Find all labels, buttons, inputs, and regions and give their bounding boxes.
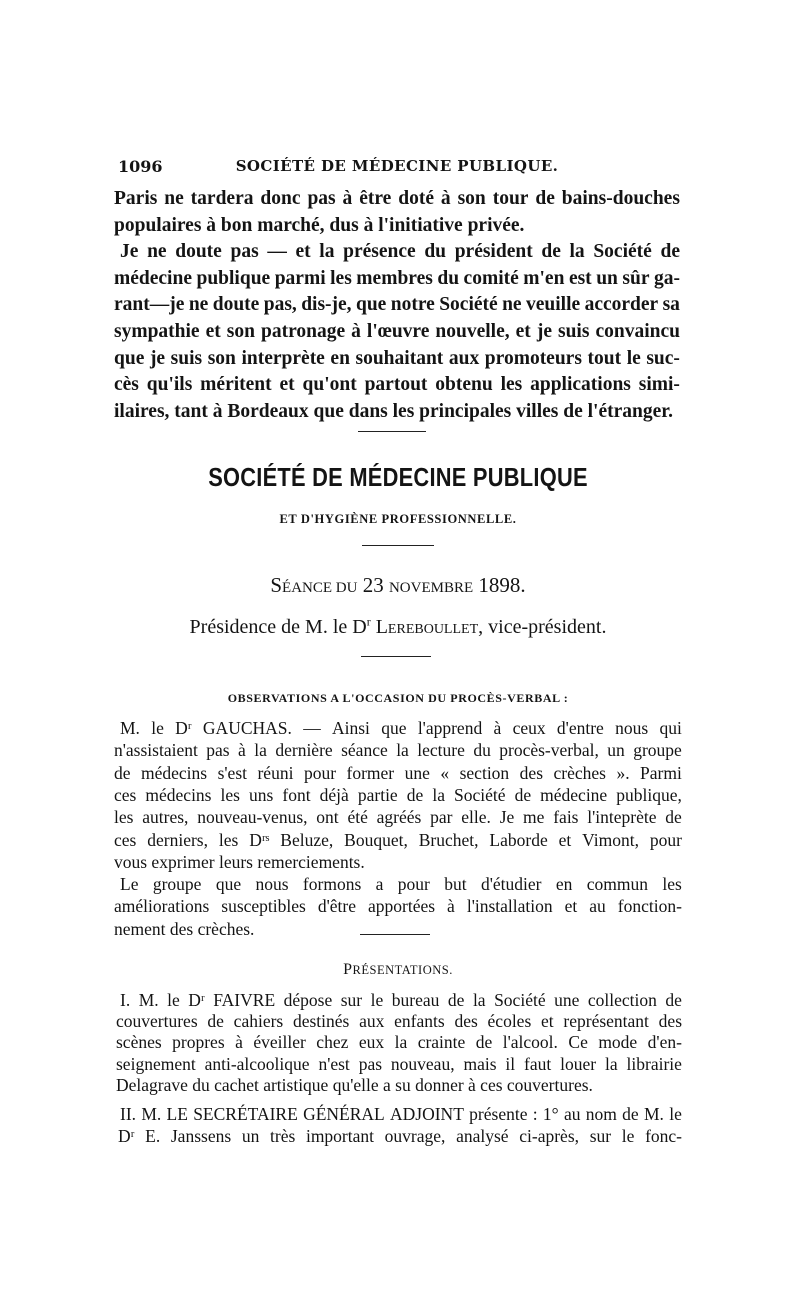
word: Je [120, 241, 139, 263]
text-line [114, 346, 680, 372]
word: Ainsi [332, 718, 370, 738]
word: commun [586, 874, 649, 895]
word: la [319, 241, 335, 263]
word: pas [307, 188, 336, 209]
section-title-wrap [110, 462, 686, 493]
word: fonction- [617, 896, 682, 917]
word: président [454, 241, 533, 263]
word: le [626, 347, 641, 369]
observations-heading-wrap [110, 687, 686, 706]
word: Laborde [489, 829, 548, 850]
word: nouveau-venus, [197, 807, 308, 828]
word: améliorations [114, 896, 210, 917]
word: Le [120, 874, 139, 895]
word: un [596, 267, 618, 289]
word: en [555, 874, 573, 895]
word: fais [553, 807, 579, 828]
word: son [207, 347, 236, 369]
word: déjà [319, 784, 349, 805]
word: ne [164, 188, 184, 209]
word: formons [302, 874, 362, 895]
word: faut [524, 1053, 552, 1074]
text-line [118, 1126, 682, 1147]
word: je [536, 321, 552, 342]
word: la [254, 740, 267, 761]
word: donc [260, 188, 301, 209]
word: ont [316, 807, 339, 828]
word: cès [114, 374, 139, 396]
word: sûr [622, 267, 650, 289]
word: GAUCHAS. [202, 718, 292, 738]
word: que [355, 294, 387, 316]
word: le [669, 1104, 682, 1124]
word: sa [662, 294, 680, 316]
word: ». [616, 762, 630, 783]
word: groupe [152, 874, 202, 895]
word: que [114, 347, 145, 369]
word: — [267, 241, 287, 263]
word: Beluze, [280, 829, 334, 850]
presentations-heading: PRÉSENTATIONS. [343, 961, 453, 978]
word: très [270, 1126, 296, 1146]
word: tardera [190, 188, 254, 209]
word: et [279, 374, 295, 396]
word: de [475, 1032, 493, 1053]
text-line [114, 372, 680, 398]
word: nom [585, 1104, 617, 1124]
word: Société [454, 784, 506, 805]
word: couvertures [116, 1011, 198, 1032]
word: l'apprend [417, 718, 483, 738]
word: de [665, 990, 682, 1010]
word: du [473, 740, 491, 761]
word: fonc- [645, 1126, 682, 1146]
word: Bruchet, [418, 829, 479, 850]
word: un [607, 740, 625, 761]
word: doute [175, 241, 222, 263]
word: à [235, 1032, 243, 1053]
word: Janssens [170, 1126, 232, 1146]
word: ces [114, 784, 137, 805]
word: ceux [512, 718, 546, 738]
word: font [282, 784, 311, 805]
word: but [444, 874, 467, 895]
page-number: 1096 [118, 157, 163, 176]
word: partie [357, 784, 398, 805]
word: le [370, 990, 384, 1010]
word: I. [120, 990, 131, 1010]
word: ne [502, 294, 522, 316]
word: écoles [487, 1011, 532, 1032]
word: et [515, 321, 531, 342]
word: « [440, 762, 450, 783]
separator-rule [362, 545, 434, 546]
word: les [220, 784, 240, 805]
word: je [149, 347, 166, 369]
word: GÉNÉRAL [303, 1104, 385, 1124]
word: la [432, 784, 445, 805]
separator-rule [360, 934, 430, 935]
word: M. [141, 1104, 162, 1124]
word: séance [341, 740, 388, 761]
section-subtitle-wrap [110, 508, 686, 527]
text-line [116, 1054, 682, 1075]
word: M. [643, 1104, 664, 1124]
word: nouveau, [390, 1053, 455, 1074]
word: parmi [274, 267, 326, 289]
text-line [116, 1032, 682, 1053]
word: agréés [376, 807, 422, 828]
word: et [558, 829, 572, 850]
word: réuni [257, 762, 294, 783]
word: aux [359, 1011, 385, 1032]
word: m'en [523, 267, 565, 289]
word: de [665, 807, 682, 828]
word: à [351, 321, 361, 342]
word: FAIVRE [213, 990, 276, 1010]
text-line [114, 896, 682, 917]
word: de [447, 990, 465, 1010]
word: l'inteprète [587, 807, 657, 828]
word: que [215, 874, 242, 895]
word: nouvelle, [435, 321, 510, 342]
word: comité [463, 267, 519, 289]
word: accorder [584, 294, 659, 316]
word: au [589, 896, 606, 917]
word: médecins [141, 762, 208, 783]
word: ga- [653, 267, 680, 289]
word: Je [499, 807, 515, 828]
separator-rule [361, 656, 431, 657]
word: scènes [116, 1032, 162, 1053]
word: tout [587, 347, 622, 369]
observations-heading: OBSERVATIONS A L'OCCASION DU PROCÈS-VERBAL : [227, 691, 569, 705]
word: des [454, 1011, 478, 1032]
word: à [493, 718, 502, 738]
word: Ce [568, 1032, 588, 1053]
word: pas [206, 740, 230, 761]
word: est [568, 267, 592, 289]
word: son [226, 321, 255, 342]
word: uns [249, 784, 274, 805]
word: au [563, 1104, 581, 1124]
word: médecine [114, 267, 192, 289]
word: des [658, 1011, 682, 1032]
word: publique, [616, 784, 682, 805]
word: convaincu [595, 321, 680, 342]
word: à [238, 740, 246, 761]
word: ne [188, 294, 209, 316]
word: souhaitant [355, 347, 444, 369]
text-line [114, 319, 680, 345]
word: de [406, 784, 424, 805]
word: et [295, 241, 311, 263]
word: pour [649, 829, 682, 850]
word: d'en- [647, 1032, 682, 1053]
word: en [330, 347, 350, 369]
word: son [457, 188, 486, 209]
word: promoteurs [484, 347, 582, 369]
word: anti-alcoolique [204, 1053, 310, 1074]
word: doute [212, 294, 260, 316]
word: collection [587, 990, 657, 1010]
word: de [114, 762, 131, 783]
text-line [116, 1011, 682, 1032]
section-subtitle: ET D'HYGIÈNE PROFESSIONNELLE. [279, 512, 517, 526]
text-line: ilaires, tant à Bordeaux que dans les principales villes de l'étranger. [114, 400, 674, 422]
word: enfants [394, 1011, 445, 1032]
word: autres, [142, 807, 189, 828]
word: et [205, 321, 221, 342]
word: sur [589, 1126, 612, 1146]
word: qui [659, 718, 682, 738]
word: à [447, 896, 455, 917]
word: procès-verbal, [499, 740, 599, 761]
word: la [394, 1032, 408, 1053]
word: de [622, 1104, 639, 1124]
word: à [342, 188, 353, 209]
word: les [662, 874, 682, 895]
word: Dʳ [188, 990, 205, 1010]
word: suis [558, 321, 590, 342]
word: simi- [638, 374, 680, 396]
word: être [359, 188, 392, 209]
word: ci-après, [519, 1126, 580, 1146]
word: rant—je [114, 294, 185, 316]
text-line [114, 186, 680, 212]
president-name: Lereboullet [375, 616, 479, 638]
word: destinés [292, 1011, 350, 1032]
word: n'est [318, 1053, 350, 1074]
word: cahiers [233, 1011, 284, 1032]
text-line [120, 239, 680, 265]
word: ADJOINT [390, 1104, 464, 1124]
text-line [120, 874, 682, 895]
word: apportées [367, 896, 436, 917]
word: du [437, 267, 460, 289]
word: méritent [200, 374, 272, 396]
word: d'entre [556, 718, 604, 738]
word: pas [358, 1053, 383, 1074]
word: lecture [417, 740, 465, 761]
word: de [514, 784, 532, 805]
word: des [519, 762, 543, 783]
word: l'œuvre [366, 321, 430, 342]
word: interprète [241, 347, 325, 369]
word: nous [255, 874, 289, 895]
word: mais [463, 1053, 497, 1074]
word: pour [397, 874, 430, 895]
word: Vimont, [582, 829, 639, 850]
word: 1° [542, 1104, 559, 1124]
word: présence [343, 241, 416, 263]
word: de [207, 1011, 224, 1032]
word: que [381, 718, 407, 738]
word: présente [469, 1104, 528, 1124]
word: représentant [563, 1011, 649, 1032]
word: de [541, 241, 561, 263]
text-line [120, 1104, 682, 1125]
word: la [472, 990, 486, 1010]
word: veuille [525, 294, 581, 316]
word: ne [147, 241, 167, 263]
word: médecins [145, 784, 212, 805]
word: derniers, [147, 829, 208, 850]
word: seignement [116, 1053, 196, 1074]
word: médecine [540, 784, 608, 805]
word: ouvrage, [384, 1126, 446, 1146]
word: Dʳ [175, 718, 192, 738]
word: le [167, 990, 180, 1010]
text-line [120, 718, 682, 739]
word: aux [448, 347, 480, 369]
word: notre [390, 294, 435, 316]
word: applications [530, 374, 631, 396]
text-line [114, 807, 682, 828]
word: crèches [553, 762, 606, 783]
word: de [535, 188, 555, 209]
word: E. [145, 1126, 161, 1146]
word: Paris [114, 188, 158, 209]
word: M. [120, 718, 140, 738]
word: LE [166, 1104, 188, 1124]
word: Société [593, 241, 652, 263]
word: louer [560, 1053, 597, 1074]
word: dépose [283, 990, 333, 1010]
word: former [346, 762, 395, 783]
word: d'être [317, 896, 356, 917]
word: propres [172, 1032, 225, 1053]
word: important [305, 1126, 374, 1146]
word: elle. [461, 807, 491, 828]
word: qu'ont [302, 374, 357, 396]
running-header [112, 157, 682, 181]
word: bains-douches [561, 188, 680, 209]
word: les [500, 374, 523, 396]
word: s'est [217, 762, 247, 783]
word: librairie [626, 1053, 682, 1074]
running-title: SOCIÉTÉ DE MÉDECINE PUBLIQUE. [235, 157, 559, 175]
word: me [523, 807, 545, 828]
word: eux [358, 1032, 385, 1053]
word: les [330, 267, 352, 289]
text-line [114, 830, 682, 851]
word: suis [170, 347, 203, 369]
word: la [569, 241, 585, 263]
word: : [532, 1104, 538, 1124]
text-line: nement des crèches. [114, 918, 255, 939]
word: il [505, 1053, 516, 1074]
word: a [375, 874, 384, 895]
word: Parmi [640, 762, 682, 783]
word: M. [138, 990, 159, 1010]
section-title: SOCIÉTÉ DE MÉDECINE PUBLIQUE [208, 462, 588, 492]
word: de [660, 241, 680, 263]
word: une [404, 762, 430, 783]
word: SECRÉTAIRE [193, 1104, 298, 1124]
word: un [241, 1126, 260, 1146]
word: ces [114, 829, 137, 850]
word: Bouquet, [344, 829, 408, 850]
word: suc- [646, 347, 680, 369]
word: les [218, 829, 239, 850]
word: membres [356, 267, 433, 289]
word: Dʳˢ [249, 829, 270, 850]
word: Dʳ [118, 1126, 135, 1146]
word: groupe [633, 740, 682, 761]
word: partout [364, 374, 428, 396]
text-line: Delagrave du cachet artistique qu'elle a su donner à ces couvertures. [116, 1074, 593, 1095]
word: sympathie [114, 321, 200, 342]
word: pour [303, 762, 337, 783]
word: Société [439, 294, 498, 316]
text-line [114, 785, 682, 806]
word: obtenu [435, 374, 493, 396]
word: qu'ils [146, 374, 193, 396]
word: dernière [275, 740, 333, 761]
word: crainte [417, 1032, 466, 1053]
word: les [114, 807, 134, 828]
word: n'assistaient [114, 740, 198, 761]
presidence-line: Présidence de M. le $D^r$ Lereboullet, vice-président. [189, 614, 607, 638]
word: sur [340, 990, 363, 1010]
word: patronage [260, 321, 346, 342]
word: section [459, 762, 510, 783]
word: été [347, 807, 368, 828]
word: et [564, 896, 578, 917]
word: analysé [456, 1126, 509, 1146]
word: bureau [391, 990, 440, 1010]
word: tour [492, 188, 529, 209]
word: chez [316, 1032, 349, 1053]
word: II. [120, 1104, 137, 1124]
text-line [120, 990, 682, 1011]
word: éveiller [253, 1032, 306, 1053]
word: l'alcool. [502, 1032, 558, 1053]
word: la [396, 740, 409, 761]
text-line: vous exprimer leurs remerciements. [114, 851, 365, 872]
text-line [114, 740, 682, 761]
word: pas, [263, 294, 297, 316]
word: susceptibles [221, 896, 306, 917]
text-line [114, 292, 680, 318]
word: l'installation [466, 896, 553, 917]
word: doté [398, 188, 434, 209]
word: Société [494, 990, 546, 1010]
text-line [114, 266, 680, 292]
text-line [114, 763, 682, 784]
word: par [430, 807, 453, 828]
word: et [541, 1011, 554, 1032]
word: le [621, 1126, 635, 1146]
seance-line: SÉANCE DU 23 NOVEMBRE 1898. [270, 573, 526, 597]
word: à [440, 188, 451, 209]
word: dis-je, [301, 294, 352, 316]
word: la [605, 1053, 618, 1074]
word: une [554, 990, 580, 1010]
word: — [303, 718, 321, 738]
word: le [151, 718, 164, 738]
word: pas [230, 241, 259, 263]
separator-rule [358, 431, 426, 432]
word: publique [196, 267, 271, 289]
text-line: populaires à bon marché, dus à l'initiative privée. [114, 214, 525, 236]
word: d'étudier [480, 874, 542, 895]
word: mode [598, 1032, 638, 1053]
word: du [424, 241, 447, 263]
word: nous [615, 718, 649, 738]
